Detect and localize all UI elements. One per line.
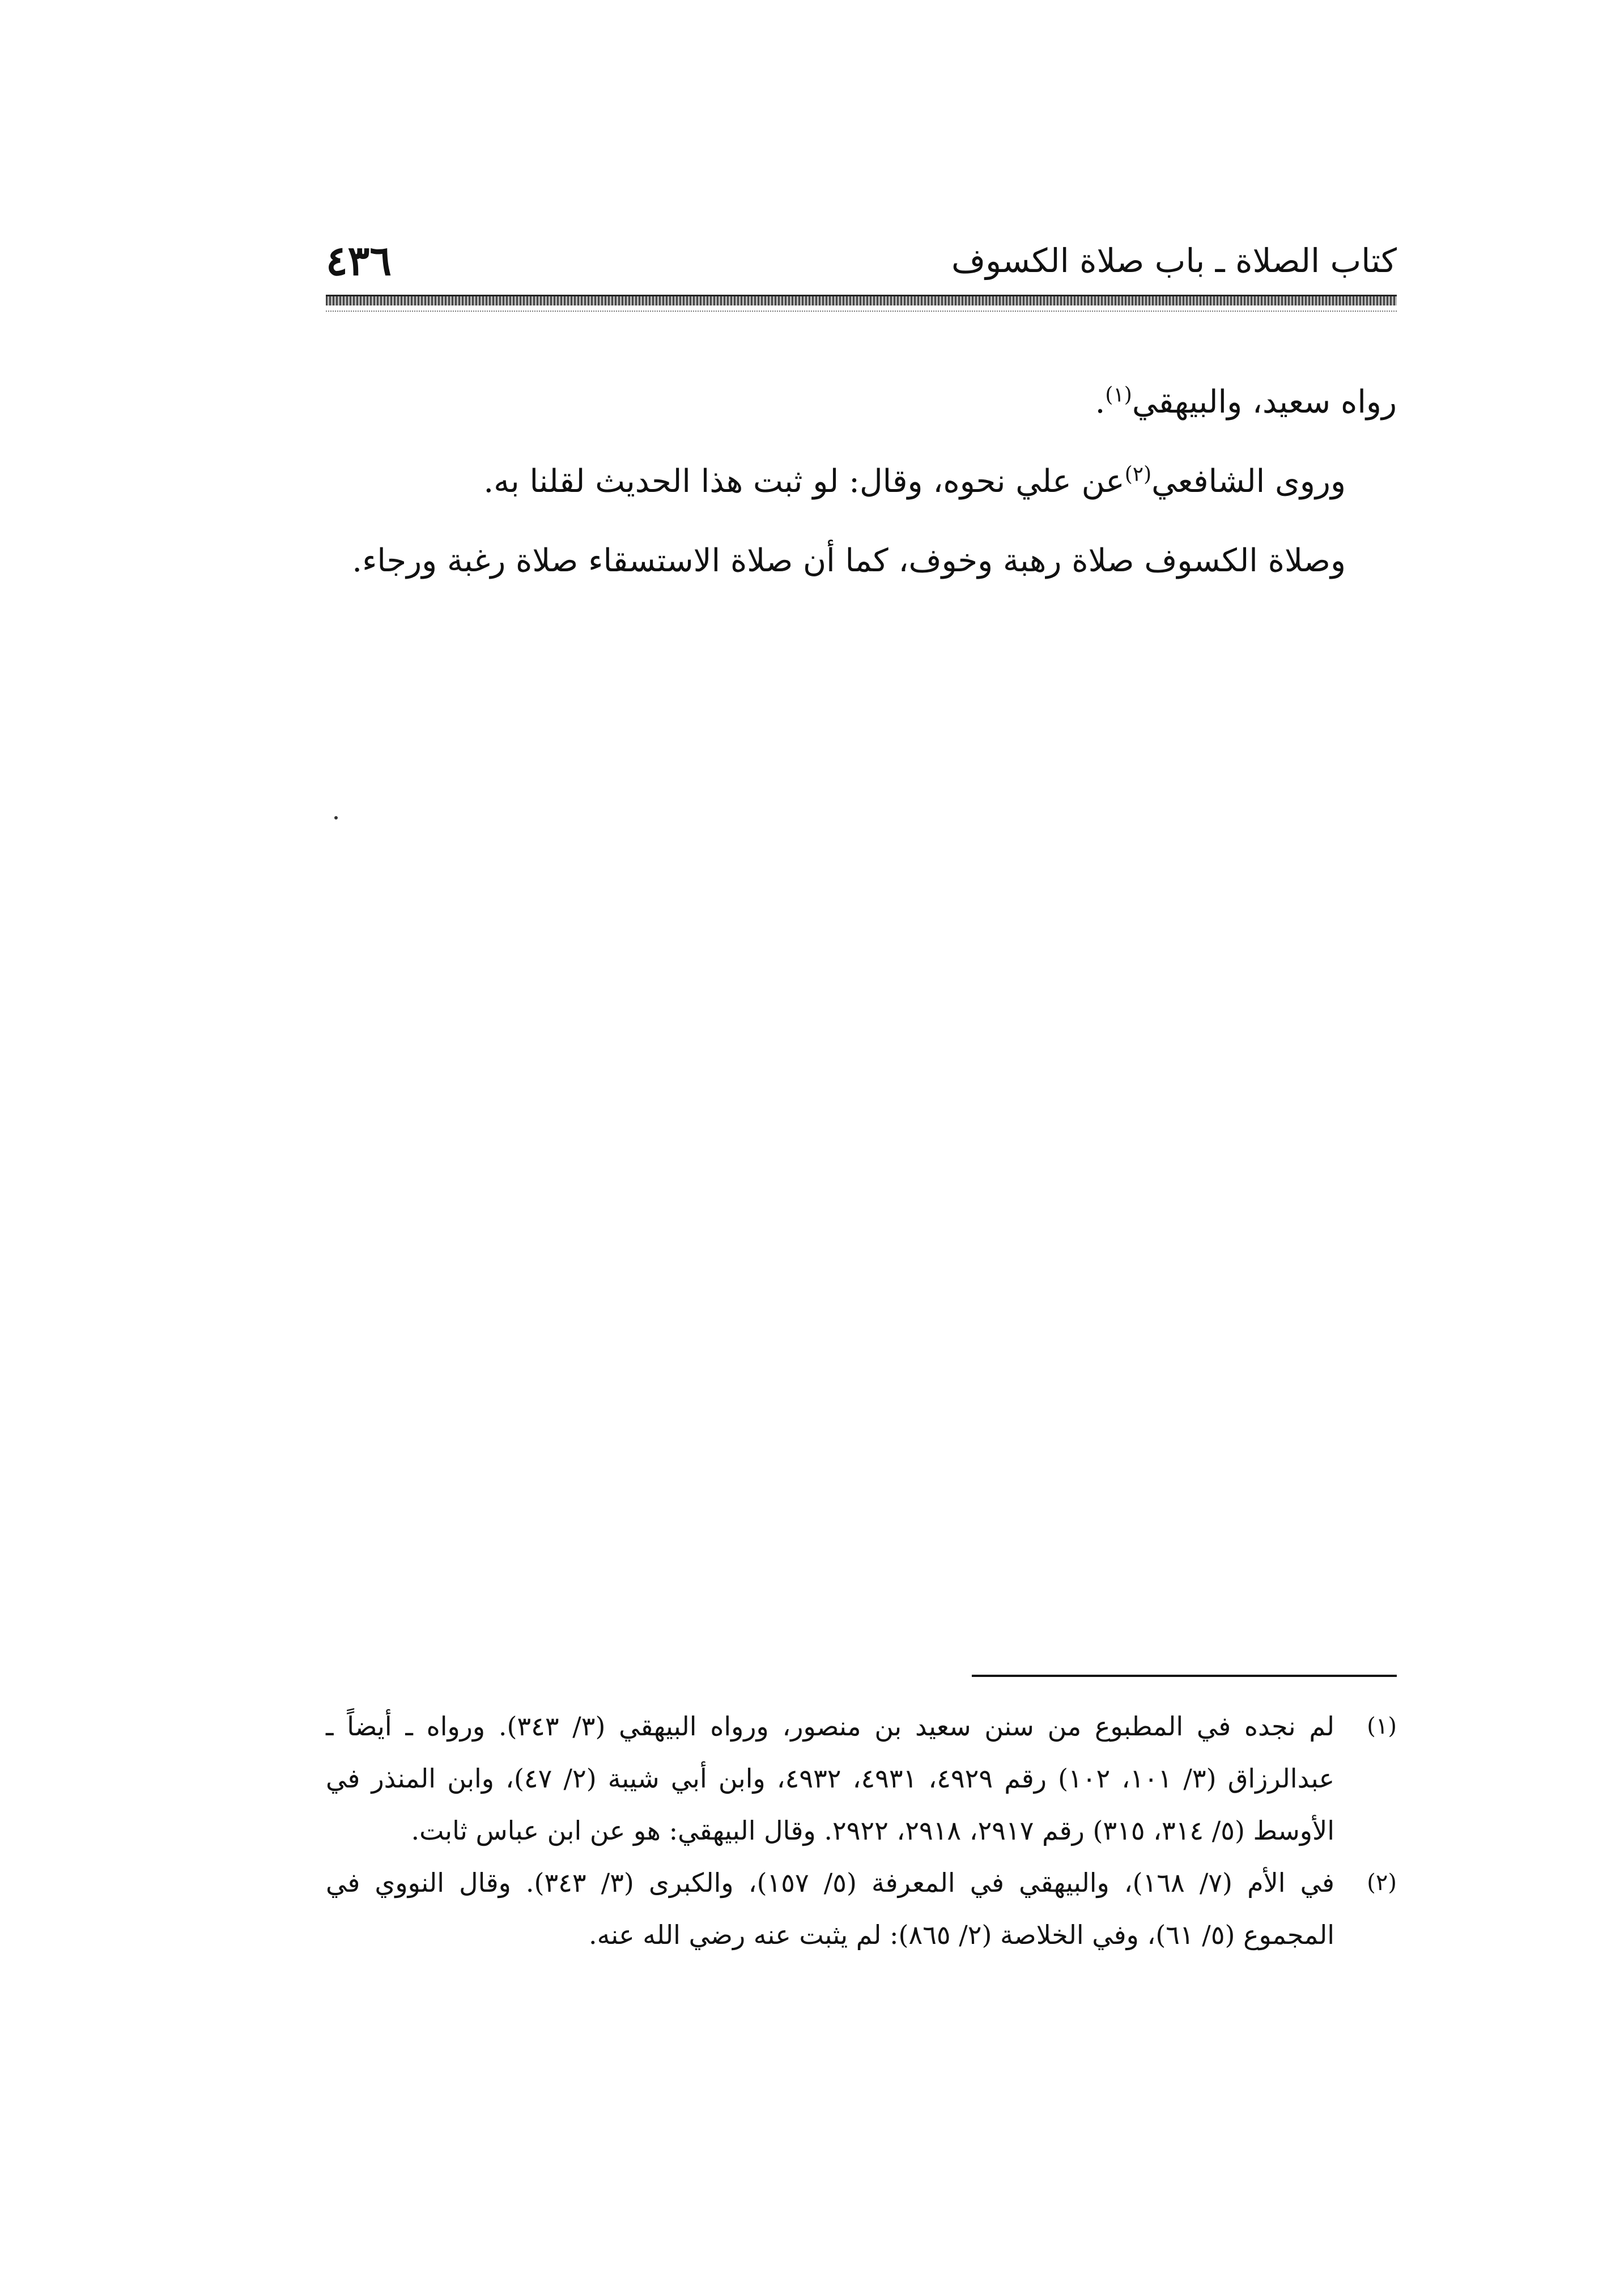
stray-mark xyxy=(334,816,338,819)
footnote-1-text: لم نجده في المطبوع من سنن سعيد بن منصور، ورواه البيهقي (٣/ ٣٤٣). ورواه ـ أيضاً ـ عبدالرزاق (٣/ ١٠١، ١٠٢) رقم ٤٩٢٩، ٤٩٣١، ٤٩٣٢، وابن أبي شيبة (٢/ ٤٧)، وابن المنذر في الأوسط (٥/ ٣١٤، ٣١٥) رقم ٢٩١٧، ٢٩١٨، ٢٩٢٢. وقال البيهقي: هو عن ابن عباس ثابت. xyxy=(326,1711,1335,1846)
paragraph-3-text: وصلاة الكسوف صلاة رهبة وخوف، كما أن صلاة الاستسقاء صلاة رغبة ورجاء. xyxy=(352,542,1346,579)
footnote-ref-2: (٢) xyxy=(1124,462,1152,486)
header-divider-dotted xyxy=(326,311,1397,312)
paragraph-1-text: رواه سعيد، والبيهقي xyxy=(1132,384,1397,421)
footnote-1 xyxy=(326,1700,1397,1857)
footnote-2-number: (٢) xyxy=(1367,1870,1397,1896)
footnote-1-number: (١) xyxy=(1367,1713,1397,1739)
paragraph-1 xyxy=(326,363,1397,442)
footnote-separator xyxy=(972,1675,1397,1677)
header-divider xyxy=(326,295,1397,305)
footnote-ref-1: (١) xyxy=(1105,383,1132,407)
paragraph-3 xyxy=(326,521,1397,601)
page-number: ٤٣٦ xyxy=(326,236,392,284)
footnote-2-text: في الأم (٧/ ١٦٨)، والبيهقي في المعرفة (٥/ ١٥٧)، والكبرى (٣/ ٣٤٣). وقال النووي في المجموع (٥/ ٦١)، وفي الخلاصة (٢/ ٨٦٥): لم يثبت عنه رضي الله عنه. xyxy=(326,1867,1334,1950)
main-text xyxy=(326,363,1397,601)
paragraph-2 xyxy=(326,442,1397,521)
paragraph-2-text: عن علي نحوه، وقال: لو ثبت هذا الحديث لقلنا به. xyxy=(483,463,1125,500)
footnotes xyxy=(326,1700,1397,1961)
paragraph-2-start: وروى الشافعي xyxy=(1151,463,1346,500)
running-title: كتاب الصلاة ـ باب صلاة الكسوف xyxy=(951,241,1397,280)
footnote-2 xyxy=(326,1857,1397,1961)
running-header xyxy=(326,235,1397,286)
paragraph-1-end: . xyxy=(1095,384,1106,421)
